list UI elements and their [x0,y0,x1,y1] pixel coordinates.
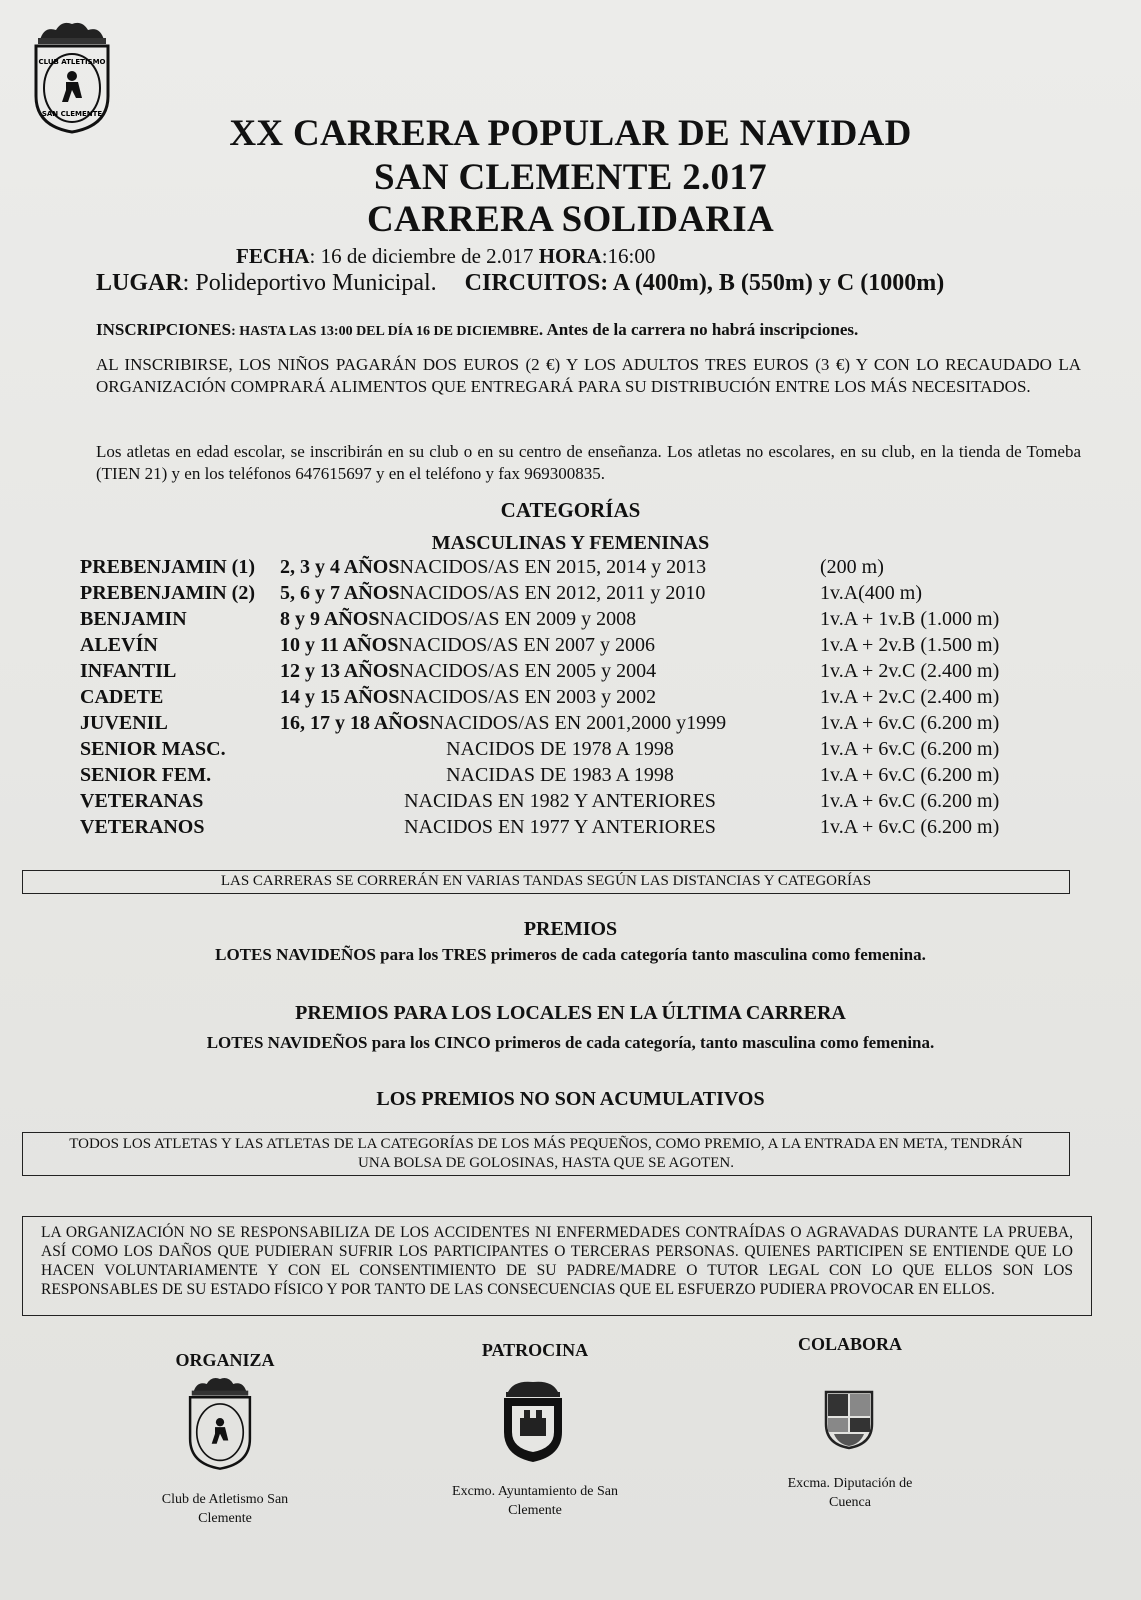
category-ages: 8 y 9 AÑOS [280,608,380,630]
category-distance: 1v.A(400 m) [820,582,923,604]
logo-top-text: CLUB ATLETISMO [38,58,106,66]
category-ages: 16, 17 y 18 AÑOS [280,712,430,734]
category-distance: 1v.A + 2v.C (2.400 m) [820,686,1000,708]
category-distance: 1v.A + 6v.C (6.200 m) [820,790,1000,812]
category-birth-years [280,660,656,683]
fees-paragraph: AL INSCRIBIRSE, LOS NIÑOS PAGARÁN DOS EUROS (2 €) Y LOS ADULTOS TRES EUROS (3 €) Y CON LO RECAUDADO LA ORGANIZACIÓN COMPRARÁ ALIMENTOS QUE ENTREGARÁ PARA SU DISTRIBUCIÓN ENTRE LOS MÁS NECESITADOS. [96,355,1081,396]
registration-paragraph: Los atletas en edad escolar, se inscribirán en su club o en su centro de enseñanza. Los atletas no escolares, en su club, en la tienda de Tomeba (TIEN 21) y en los teléfonos 647615697 y en el teléfono y fax 969300835. [96,442,1081,483]
category-distance: 1v.A + 6v.C (6.200 m) [820,764,1000,786]
lugar-label: LUGAR [96,270,183,296]
club-crest-icon [178,1374,262,1472]
category-distance: 1v.A + 6v.C (6.200 m) [820,816,1000,838]
title-line-3: CARRERA SOLIDARIA [366,199,775,240]
date-time-line [236,244,655,269]
fecha-label: FECHA [236,244,310,268]
table-row [80,556,1060,582]
category-birth-years [280,634,655,657]
table-row [80,764,1060,790]
premios-locales-line: LOTES NAVIDEÑOS para los CINCO primeros de cada categoría, tanto masculina como femenina. [206,1033,935,1052]
category-birth-years [280,608,636,631]
category-distance: 1v.A + 6v.C (6.200 m) [820,712,1000,734]
category-name: VETERANAS [80,790,204,812]
premios-locales-title: PREMIOS PARA LOS LOCALES EN LA ÚLTIMA CARRERA [295,1002,846,1024]
inscripciones-deadline: : HASTA LAS 13:00 DEL DÍA 16 DE DICIEMBRE [231,324,539,339]
category-distance: 1v.A + 1v.B (1.000 m) [820,608,1000,630]
category-born: NACIDOS/AS EN 2015, 2014 y 2013 [399,556,707,578]
category-name: SENIOR FEM. [80,764,212,786]
category-birth-years [280,686,656,709]
category-name: VETERANOS [80,816,205,838]
table-row [80,712,1060,738]
category-born: NACIDOS/AS EN 2003 y 2002 [399,686,657,708]
golosinas-box [22,1132,1070,1176]
lugar-value: : Polideportivo Municipal. [182,270,437,296]
disclaimer-text: LA ORGANIZACIÓN NO SE RESPONSABILIZA DE LOS ACCIDENTES NI ENFERMEDADES CONTRAÍDAS O AGRAVADAS DURANTE LA PRUEBA, ASÍ COMO LOS DAÑOS QUE PUDIERAN SUFRIR LOS PARTICIPANTES O TERCERAS PERSONAS. QUIENES PARTICIPEN SE ENTIENDE QUE LO HACEN VOLUNTARIAMENTE Y CON EL CONSENTIMIENTO DE SU PADRE/MADRE O TUTOR LEGAL CON LO QUE ELLOS SON LOS RESPONSABLES DE SU ESTADO FÍSICO Y POR TANTO DE LAS CONSECUENCIAS QUE EL ESFUERZO PUDIERA PROVOCAR EN ELLOS. [41,1224,1073,1298]
category-birth-years: NACIDOS DE 1978 A 1998 [446,738,674,760]
category-name: CADETE [80,686,164,708]
category-name: JUVENIL [80,712,168,734]
location-line [96,270,944,297]
organiza-label: ORGANIZA [175,1350,275,1370]
category-distance: 1v.A + 2v.C (2.400 m) [820,660,1000,682]
colabora-name: Excma. Diputación de Cuenca [787,1476,913,1510]
category-ages: 14 y 15 AÑOS [280,686,400,708]
category-name: SENIOR MASC. [80,738,226,760]
inscripciones-line [96,320,858,340]
circuitos-text: CIRCUITOS: A (400m), B (550m) y C (1000m) [464,270,945,296]
category-born: NACIDOS/AS EN 2007 y 2006 [398,634,656,656]
category-born: NACIDOS/AS EN 2009 y 2008 [379,608,637,630]
table-row [80,582,1060,608]
patrocina-name: Excmo. Ayuntamiento de San Clemente [452,1484,618,1518]
categories-subtitle: MASCULINAS Y FEMENINAS [431,532,710,554]
premios-title: PREMIOS [523,918,618,940]
town-crest-icon [494,1378,572,1464]
category-birth-years [280,582,705,605]
premios-line: LOTES NAVIDEÑOS para los TRES primeros de cada categoría tanto masculina como femenina. [215,945,926,964]
category-born: NACIDOS/AS EN 2012, 2011 y 2010 [399,582,706,604]
title-line-1: XX CARRERA POPULAR DE NAVIDAD [229,113,912,154]
title-line-2: SAN CLEMENTE 2.017 [374,157,767,198]
category-born: NACIDOS/AS EN 2001,2000 y1999 [429,712,727,734]
hora-value: :16:00 [601,244,656,268]
category-birth-years: NACIDAS DE 1983 A 1998 [446,764,674,786]
table-row [80,816,1060,842]
organiza-name: Club de Atletismo San Clemente [161,1492,289,1526]
golosinas-note: TODOS LOS ATLETAS Y LAS ATLETAS DE LA CATEGORÍAS DE LOS MÁS PEQUEÑOS, COMO PREMIO, A LA ENTRADA EN META, TENDRÁN UNA BOLSA DE GOLOSINAS, HASTA QUE SE AGOTEN. [69,1136,1023,1171]
table-row [80,790,1060,816]
category-birth-years: NACIDAS EN 1982 Y ANTERIORES [404,790,716,812]
category-distance: 1v.A + 6v.C (6.200 m) [820,738,1000,760]
table-row [80,738,1060,764]
table-row [80,634,1060,660]
table-row [80,686,1060,712]
category-born: NACIDOS/AS EN 2005 y 2004 [399,660,657,682]
category-ages: 2, 3 y 4 AÑOS [280,556,400,578]
colabora-label: COLABORA [797,1334,902,1354]
disclaimer-box [22,1216,1092,1316]
category-name: ALEVÍN [80,634,158,656]
category-name: PREBENJAMIN (2) [80,582,255,604]
province-crest-icon [822,1386,876,1450]
category-name: INFANTIL [80,660,177,682]
category-birth-years [280,712,726,735]
category-distance: (200 m) [820,556,884,578]
tandas-box [22,870,1070,894]
tandas-note: LAS CARRERAS SE CORRERÁN EN VARIAS TANDAS SEGÚN LAS DISTANCIAS Y CATEGORÍAS [220,873,872,889]
category-ages: 5, 6 y 7 AÑOS [280,582,400,604]
category-birth-years: NACIDOS EN 1977 Y ANTERIORES [404,816,716,838]
patrocina-label: PATROCINA [481,1340,589,1360]
category-name: PREBENJAMIN (1) [80,556,255,578]
inscripciones-label: INSCRIPCIONES [96,320,232,339]
category-distance: 1v.A + 2v.B (1.500 m) [820,634,1000,656]
fecha-value: : 16 de diciembre de 2.017 [309,244,534,268]
category-name: BENJAMIN [80,608,187,630]
categories-title: CATEGORÍAS [500,498,641,522]
category-ages: 12 y 13 AÑOS [280,660,400,682]
inscripciones-note: . Antes de la carrera no habrá inscripciones. [538,320,859,339]
logo-bottom-text: SAN CLEMENTE [41,110,103,118]
category-birth-years [280,556,706,579]
category-ages: 10 y 11 AÑOS [280,634,399,656]
table-row [80,608,1060,634]
table-row [80,660,1060,686]
premios-no-acumulativos: LOS PREMIOS NO SON ACUMULATIVOS [376,1088,765,1110]
hora-label: HORA [538,244,602,268]
